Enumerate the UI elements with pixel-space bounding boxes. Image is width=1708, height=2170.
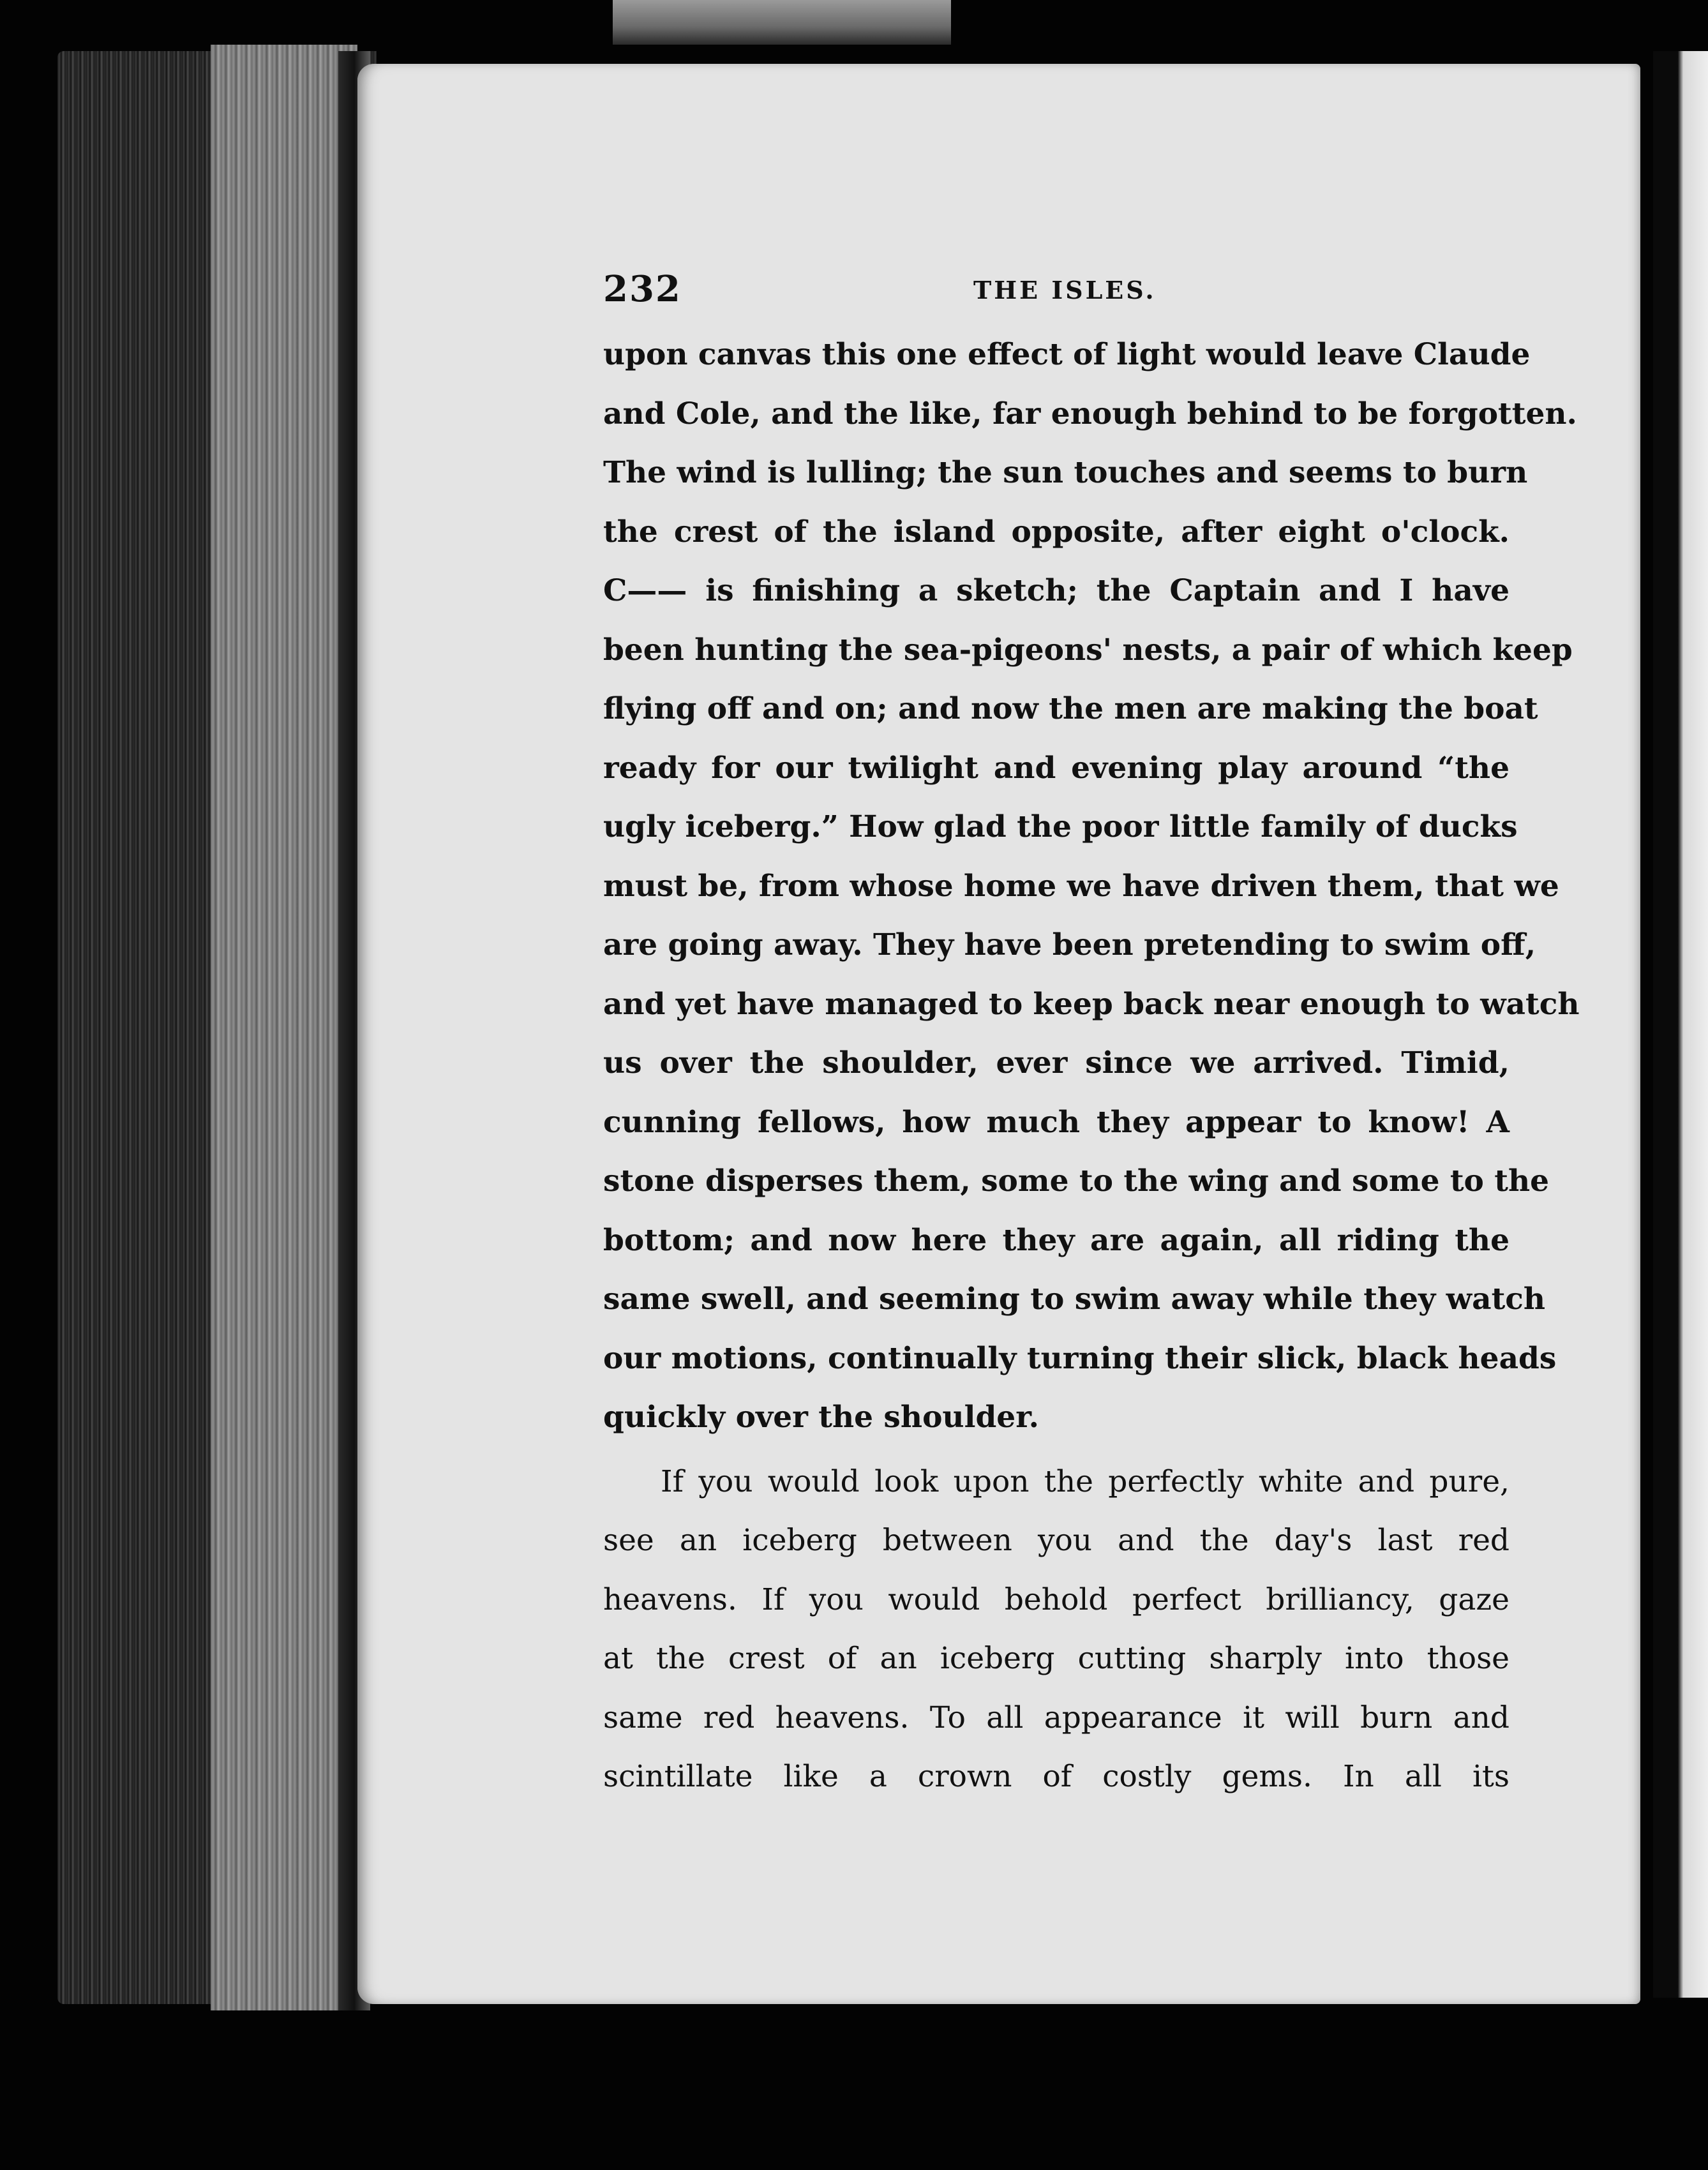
paragraph-1 — [603, 326, 1580, 1448]
text-line: stone disperses them, some to the wing and some to the — [603, 1164, 1550, 1199]
text-line: upon canvas this one effect of light would leave Claude — [603, 337, 1531, 372]
running-head — [603, 268, 1509, 326]
facing-page-edge — [1653, 51, 1708, 1998]
text-line: same red heavens. To all appearance it will burn and — [603, 1700, 1509, 1735]
page-number: 232 — [603, 268, 682, 310]
text-line: are going away. They have been pretending to swim off, — [603, 927, 1536, 962]
text-line: must be, from whose home we have driven them, that we — [603, 868, 1559, 904]
text-line: at the crest of an iceberg cutting sharply into those — [603, 1641, 1509, 1676]
text-line: and Cole, and the like, far enough behind to be forgotten. — [603, 396, 1577, 431]
paragraph-2 — [603, 1453, 1509, 1807]
text-line: ugly iceberg.” How glad the poor little family of ducks — [603, 809, 1518, 844]
text-line: the crest of the island opposite, after eight o'clock. — [603, 514, 1509, 550]
text-line: The wind is lulling; the sun touches and seems to burn — [603, 455, 1528, 490]
text-line: scintillate like a crown of costly gems. In all its — [603, 1759, 1509, 1794]
text-line: flying off and on; and now the men are making the boat — [603, 691, 1538, 726]
text-line: our motions, continually turning their slick, black heads — [603, 1340, 1557, 1376]
text-line: C—— is finishing a sketch; the Captain and I have — [603, 573, 1509, 608]
page-content — [603, 268, 1580, 1807]
book-page-edges-light — [211, 45, 357, 2010]
text-line: us over the shoulder, ever since we arrived. Timid, — [603, 1045, 1509, 1081]
text-line: ready for our twilight and evening play around “the — [603, 750, 1509, 786]
running-title: THE ISLES. — [973, 276, 1157, 304]
text-line: bottom; and now here they are again, all riding the — [603, 1222, 1509, 1258]
text-line: If you would look upon the perfectly white and pure, — [661, 1463, 1509, 1499]
text-line: cunning fellows, how much they appear to know! A — [603, 1104, 1509, 1140]
text-line: heavens. If you would behold perfect brilliancy, gaze — [603, 1582, 1509, 1617]
text-line: and yet have managed to keep back near enough to watch — [603, 986, 1580, 1022]
text-line: quickly over the shoulder. — [603, 1400, 1040, 1435]
text-line: same swell, and seeming to swim away while they watch — [603, 1282, 1546, 1317]
scanner-clamp — [613, 0, 951, 45]
text-line: see an iceberg between you and the day's last red — [603, 1523, 1509, 1558]
text-line: been hunting the sea-pigeons' nests, a pair of which keep — [603, 632, 1573, 668]
